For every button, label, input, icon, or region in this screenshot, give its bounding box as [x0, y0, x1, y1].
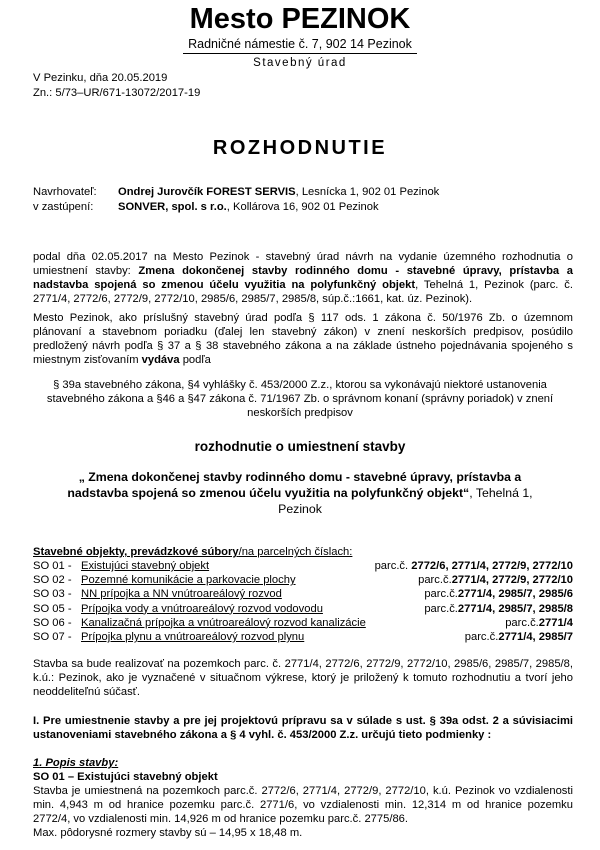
representative-value [118, 200, 379, 214]
max-dimensions: Max. pôdorysné rozmery stavby sú – 14,95 x 18,48 m. [33, 827, 303, 839]
realization-paragraph: Stavba sa bude realizovať na pozemkoch parc. č. 2771/4, 2772/6, 2772/9, 2772/10, 2985/6, 2985/7, 2985/8, k.ú.: Pezinok, ako je vyznačené v situačnom výkrese, ktorý je priložený k tomuto rozhodnutiu a tvorí jeho neoddeliteľnú súčasť. [33, 658, 573, 698]
object-row [33, 602, 573, 616]
header-divider [183, 53, 417, 54]
so01-heading: SO 01 – Existujúci stavebný objekt [33, 771, 218, 783]
object-name: Prípojka vody a vnútroareálový rozvod vodovodu [81, 602, 323, 615]
object-code: SO 03 - [33, 588, 72, 601]
conditions-heading: I. Pre umiestnenie stavby a pre jej projektovú prípravu sa v súlade s ust. § 39a odst. 2 a súvisiacimi ustanoveniami stavebného zákona a § 4 vyhl. č. 453/2000 Z.z. určujú tieto podmienky : [33, 715, 573, 741]
object-code: SO 02 - [33, 574, 72, 587]
object-parcels: parc.č.2771/4, 2985/7, 2985/8 [424, 602, 573, 615]
object-parcels: parc.č.2771/4, 2985/7, 2985/6 [424, 588, 573, 601]
object-row [33, 630, 573, 644]
applicant-address: , Lesnícka 1, 902 01 Pezinok [295, 186, 440, 198]
representative-address: , Kollárova 16, 902 01 Pezinok [226, 201, 379, 213]
objects-heading: Stavebné objekty, prevádzkové súbory/na parcelných číslach: [33, 546, 353, 558]
object-parcels: parc.č.2771/4, 2985/7 [464, 631, 573, 643]
object-code: SO 07 - [33, 631, 72, 643]
applicant-name: Ondrej Jurovčík FOREST SERVIS [118, 186, 296, 198]
object-parcels: parc.č.2771/4 [505, 616, 573, 629]
object-row [33, 573, 573, 587]
reference-number: Zn.: 5/73–UR/671-13072/2017-19 [33, 87, 201, 99]
city-address: Radničné námestie č. 7, 902 14 Pezinok [188, 37, 412, 51]
applicant-value [118, 185, 439, 199]
object-parcels: parc.č.2771/4, 2772/9, 2772/10 [418, 574, 573, 587]
object-row [33, 616, 573, 630]
conditions-subheading: 1. Popis stavby: [33, 757, 119, 769]
representative-name: SONVER, spol. s r.o. [118, 201, 227, 213]
application-paragraph: podal dňa 02.05.2017 na Mesto Pezinok - stavebný úrad návrh na vydanie územného rozhodnutia o umiestnení stavby: Zmena dokončenej stavby rodinného domu - stavebné úpravy, prístavba a nadstavba spojená so zmenou účelu využitia na polyfunkčný objekt, Tehelná 1, Pezinok (parc. č. 2771/4, 2772/6, 2772/9, 2772/10, 2985/6, 2985/7, 2985/8, súp.č.:1661, kat. úz. Pezinok). [33, 251, 573, 305]
object-code: SO 05 - [33, 602, 72, 615]
object-name: Kanalizačná prípojka a vnútroareálový rozvod kanalizácie [81, 616, 366, 629]
city-title: Mesto PEZINOK [189, 3, 411, 35]
object-name: NN prípojka a NN vnútroareálový rozvod [81, 588, 282, 601]
project-name: „ Zmena dokončenej stavby rodinného domu - stavebné úpravy, prístavba a nadstavba spojená so zmenou účelu využitia na polyfunkčný objekt“, Tehelná 1, Pezinok [67, 470, 533, 516]
authority-paragraph: Mesto Pezinok, ako príslušný stavebný úrad podľa § 117 ods. 1 zákona č. 50/1976 Zb. o územnom plánovaní a stavebnom poriadku (ďalej len stavebný zákon) v znení neskorších predpisov, posúdilo predložený návrh podľa § 37 a § 38 stavebného zákona a na základe ústneho pojednávania spojeného s miestnym zisťovaním vydáva podľa [33, 312, 573, 366]
issue-date: V Pezinku, dňa 20.05.2019 [33, 72, 168, 84]
applicant-label: Navrhovateľ: [33, 186, 97, 198]
object-row [33, 559, 573, 573]
object-row [33, 587, 573, 601]
document-title: ROZHODNUTIE [212, 137, 388, 159]
object-code: SO 06 - [33, 616, 72, 629]
legal-basis-paragraph: § 39a stavebného zákona, §4 vyhlášky č. 453/2000 Z.z., ktorou sa vykonávajú niektoré ustanovenia stavebného zákona a §46 a §47 zákona č. 71/1967 Zb. o správnom konaní (správny poriadok) v znení neskorších predpisov [46, 379, 554, 419]
object-name: Pozemné komunikácie a parkovacie plochy [81, 574, 296, 587]
decision-heading: rozhodnutie o umiestnení stavby [194, 439, 406, 454]
object-name: Prípojka plynu a vnútroareálový rozvod plynu [81, 631, 305, 643]
object-parcels: parc.č. 2772/6, 2771/4, 2772/9, 2772/10 [374, 560, 573, 572]
office-name: Stavebný úrad [253, 57, 347, 69]
object-name: Existujúci stavebný objekt [81, 560, 210, 572]
placement-paragraph: Stavba je umiestnená na pozemkoch parc.č. 2772/6, 2771/4, 2772/9, 2772/10, k.ú. Pezinok vo vzdialenosti min. 4,943 m od hranice pozemku parc.č. 2771/6, vo vzdialenosti min. 12,314 m od hranice pozemku 2772/4, vo vzdialenosti min. 14,926 m od hranice pozemku parc.č. 2775/86. [33, 785, 573, 825]
representative-label: v zastúpení: [33, 201, 94, 213]
object-code: SO 01 - [33, 560, 72, 572]
